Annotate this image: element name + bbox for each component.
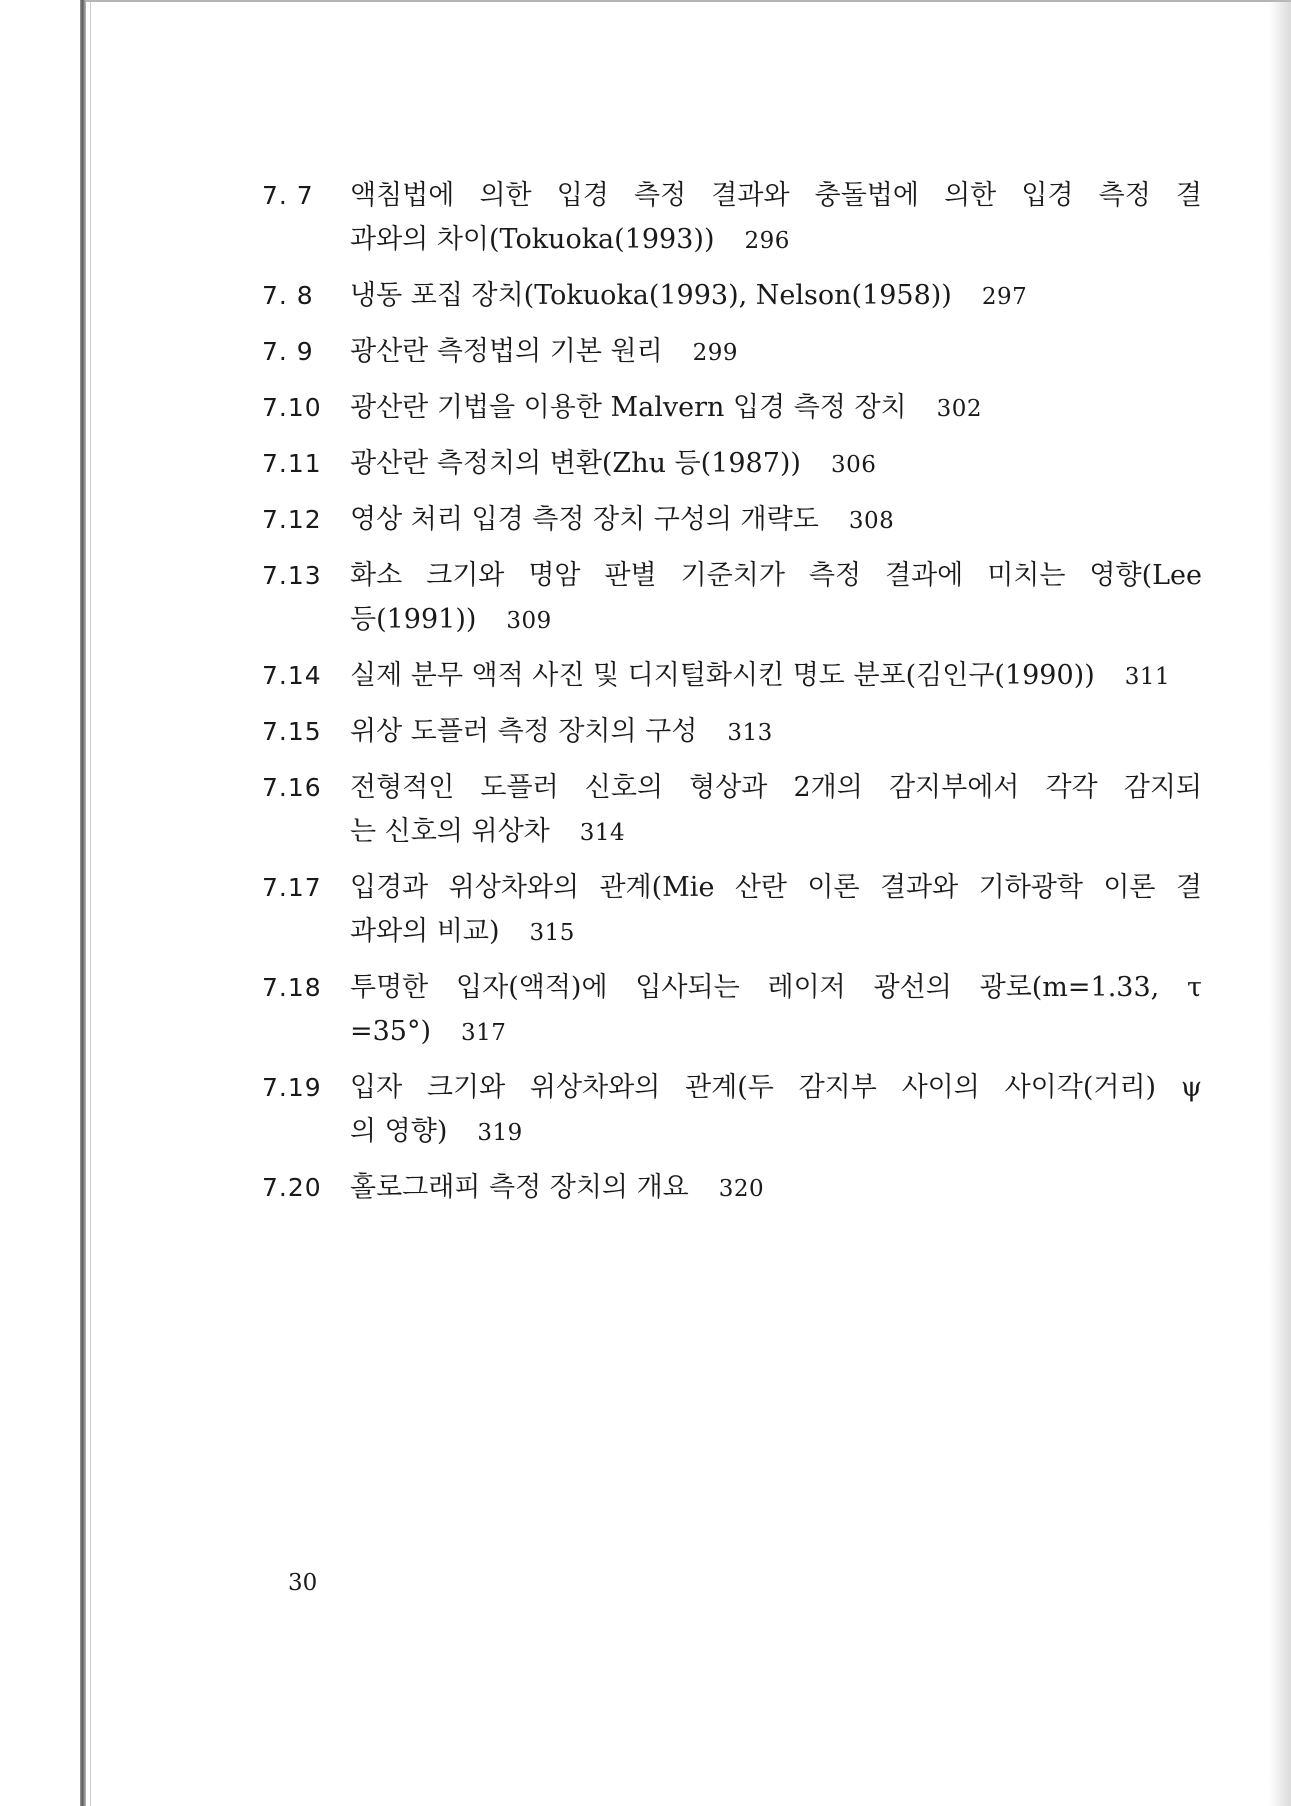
caption-line (350, 598, 1202, 643)
page-reference: 314 (579, 820, 626, 846)
page-reference: 299 (692, 340, 739, 366)
caption-text: 입자 크기와 위상차와의 관계(두 감지부 사이의 사이각(거리) ψ (350, 1072, 1202, 1103)
figure-number: 7.19 (262, 1073, 322, 1102)
binding-line (90, 0, 91, 1806)
caption-text: 화소 크기와 명암 판별 기준치가 측정 결과에 미치는 영향(Lee (350, 560, 1202, 591)
figure-caption (350, 498, 1202, 543)
figure-number: 7.15 (262, 717, 322, 746)
caption-text: =35°) (350, 1016, 432, 1047)
caption-line (350, 1166, 1202, 1211)
caption-text: 위상 도플러 측정 장치의 구성 (350, 716, 698, 747)
figure-caption (350, 866, 1202, 955)
figure-number: 7.11 (262, 449, 322, 478)
figure-entry (262, 330, 1202, 375)
figure-entry (262, 386, 1202, 431)
figure-number: 7.12 (262, 505, 322, 534)
page-right-shadow (1269, 0, 1291, 1806)
caption-text: 액침법에 의한 입경 측정 결과와 충돌법에 의한 입경 측정 결 (350, 180, 1202, 211)
figure-caption (350, 554, 1202, 643)
caption-text: 실제 분무 액적 사진 및 디지털화시킨 명도 분포(김인구(1990)) (350, 660, 1095, 691)
figure-caption (350, 1166, 1202, 1211)
caption-text: 입경과 위상차와의 관계(Mie 산란 이론 결과와 기하광학 이론 결 (350, 872, 1202, 903)
caption-text: 냉동 포집 장치(Tokuoka(1993), Nelson(1958)) (350, 280, 952, 311)
page-reference: 308 (848, 508, 895, 534)
page-reference: 315 (529, 920, 575, 946)
page-reference: 313 (727, 720, 773, 746)
page-reference: 320 (718, 1176, 765, 1202)
caption-line (350, 386, 1202, 431)
figure-number: 7.10 (262, 393, 322, 422)
caption-line (350, 218, 1202, 263)
figure-number: 7.17 (262, 873, 322, 902)
page-reference: 317 (461, 1020, 507, 1046)
figure-entry (262, 554, 1202, 643)
figure-entry (262, 654, 1202, 699)
figure-entry (262, 498, 1202, 543)
figure-entry (262, 710, 1202, 755)
caption-text: 의 영향) (350, 1116, 448, 1147)
caption-text: 전형적인 도플러 신호의 형상과 2개의 감지부에서 각각 감지되 (350, 772, 1202, 803)
figure-entry (262, 274, 1202, 319)
page-reference: 296 (744, 228, 790, 254)
caption-text: 영상 처리 입경 측정 장치 구성의 개략도 (350, 504, 819, 535)
figure-entry (262, 866, 1202, 955)
figure-entry (262, 174, 1202, 263)
figure-entry (262, 966, 1202, 1055)
figure-number: 7. 8 (262, 281, 314, 310)
page-reference: 319 (477, 1120, 523, 1146)
caption-line (350, 442, 1202, 487)
figure-caption (350, 654, 1202, 699)
binding-edge (80, 0, 86, 1806)
figure-number: 7. 9 (262, 337, 314, 366)
figure-caption (350, 710, 1202, 755)
caption-text: 광산란 기법을 이용한 Malvern 입경 측정 장치 (350, 392, 907, 423)
page-number: 30 (288, 1570, 318, 1596)
figure-entry (262, 766, 1202, 855)
figure-caption (350, 274, 1202, 319)
caption-line (350, 1010, 1202, 1055)
page-reference: 297 (981, 284, 1028, 310)
caption-line (350, 554, 1202, 598)
figure-number: 7.18 (262, 973, 322, 1002)
caption-line (350, 274, 1202, 319)
caption-line (350, 966, 1202, 1010)
figure-number: 7.16 (262, 773, 322, 802)
caption-text: 투명한 입자(액적)에 입사되는 레이저 광선의 광로(m=1.33, τ (350, 972, 1202, 1003)
caption-text: 는 신호의 위상차 (350, 816, 550, 847)
page-reference: 302 (936, 396, 983, 422)
caption-text: 홀로그래피 측정 장치의 개요 (350, 1172, 689, 1203)
figure-caption (350, 1066, 1202, 1155)
caption-line (350, 766, 1202, 810)
figure-caption (350, 174, 1202, 263)
caption-line (350, 330, 1202, 375)
figure-entry (262, 442, 1202, 487)
figure-number: 7.13 (262, 561, 322, 590)
figure-caption (350, 966, 1202, 1055)
caption-line (350, 810, 1202, 855)
page-top-edge (86, 0, 1291, 2)
page-reference: 311 (1124, 664, 1171, 690)
caption-line (350, 710, 1202, 755)
caption-line (350, 1066, 1202, 1110)
figure-number: 7. 7 (262, 181, 314, 210)
caption-text: 등(1991)) (350, 604, 477, 635)
figure-caption (350, 442, 1202, 487)
figure-entry (262, 1066, 1202, 1155)
caption-line (350, 1110, 1202, 1155)
caption-line (350, 498, 1202, 543)
caption-line (350, 654, 1202, 699)
caption-line (350, 866, 1202, 910)
figure-caption (350, 766, 1202, 855)
figure-caption (350, 386, 1202, 431)
page-reference: 306 (830, 452, 877, 478)
caption-text: 과와의 비교) (350, 916, 500, 947)
caption-line (350, 174, 1202, 218)
caption-line (350, 910, 1202, 955)
figure-number: 7.14 (262, 661, 322, 690)
figure-caption (350, 330, 1202, 375)
caption-text: 광산란 측정법의 기본 원리 (350, 336, 663, 367)
figure-entry (262, 1166, 1202, 1211)
figure-number: 7.20 (262, 1173, 322, 1202)
caption-text: 광산란 측정치의 변환(Zhu 등(1987)) (350, 448, 801, 479)
page-reference: 309 (506, 608, 552, 634)
caption-text: 과와의 차이(Tokuoka(1993)) (350, 224, 715, 255)
figure-list (262, 174, 1202, 1222)
